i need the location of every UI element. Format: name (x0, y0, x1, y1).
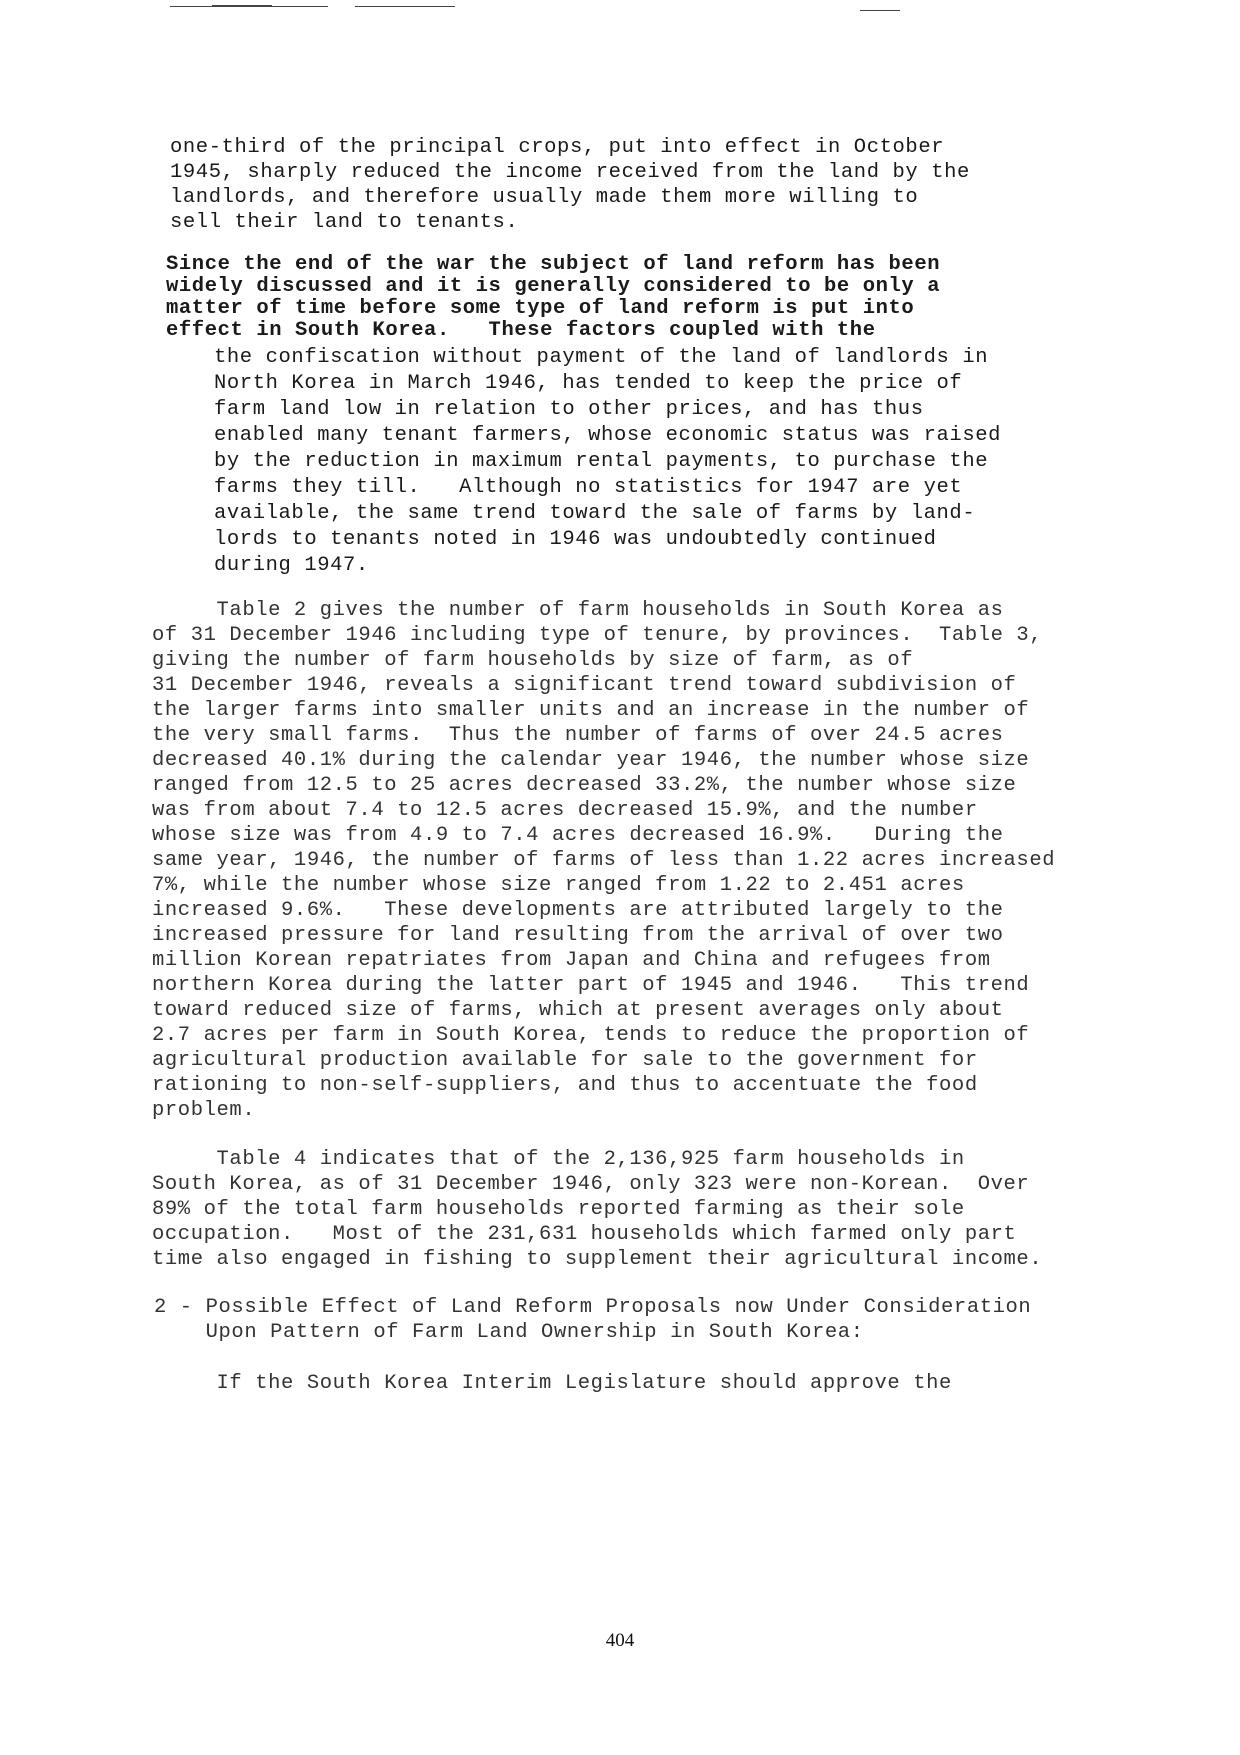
text-line: North Korea in March 1946, has tended to keep the price of (214, 372, 963, 395)
text-line: whose size was from 4.9 to 7.4 acres decreased 16.9%. During the (152, 824, 1004, 847)
text-line: million Korean repatriates from Japan and China and refugees from (152, 949, 991, 972)
text-line: lords to tenants noted in 1946 was undoubtedly continued (214, 528, 937, 551)
text-line: decreased 40.1% during the calendar year 1946, the number whose size (152, 749, 1030, 772)
top-scan-rule (355, 6, 455, 7)
text-line: increased 9.6%. These developments are attributed largely to the (152, 899, 1004, 922)
text-line: 7%, while the number whose size ranged from 1.22 to 2.451 acres (152, 874, 965, 897)
text-line: agricultural production available for sale to the government for (152, 1049, 978, 1072)
page-number: 404 (605, 1630, 635, 1651)
text-line: by the reduction in maximum rental payments, to purchase the (214, 450, 989, 473)
text-line: Table 4 indicates that of the 2,136,925 farm households in (152, 1148, 965, 1171)
text-line: the larger farms into smaller units and an increase in the number of (152, 699, 1030, 722)
text-line: 2.7 acres per farm in South Korea, tends to reduce the proportion of (152, 1024, 1030, 1047)
text-line: one-third of the principal crops, put into effect in October (170, 136, 945, 159)
text-line: same year, 1946, the number of farms of less than 1.22 acres increased (152, 849, 1056, 872)
text-line: rationing to non-self-suppliers, and thus to accentuate the food (152, 1074, 978, 1097)
text-line: ranged from 12.5 to 25 acres decreased 33.2%, the number whose size (152, 774, 1017, 797)
text-line: of 31 December 1946 including type of tenure, by provinces. Table 3, (152, 624, 1043, 647)
text-line: the very small farms. Thus the number of farms of over 24.5 acres (152, 724, 1004, 747)
text-line: increased pressure for land resulting from the arrival of over two (152, 924, 1004, 947)
text-line: sell their land to tenants. (170, 211, 519, 234)
text-line: during 1947. (214, 554, 369, 577)
text-line: was from about 7.4 to 12.5 acres decreased 15.9%, and the number (152, 799, 978, 822)
top-scan-rule (258, 6, 328, 7)
text-line: enabled many tenant farmers, whose economic status was raised (214, 424, 1002, 447)
text-line: 89% of the total farm households reported farming as their sole (152, 1198, 965, 1221)
heading-line: 2 - Possible Effect of Land Reform Proposals now Under Consideration (154, 1296, 1032, 1319)
text-line: Since the end of the war the subject of land reform has been (166, 253, 941, 276)
text-line: time also engaged in fishing to supplement their agricultural income. (152, 1248, 1043, 1271)
text-line: South Korea, as of 31 December 1946, only 323 were non-Korean. Over (152, 1173, 1030, 1196)
text-line: Table 2 gives the number of farm households in South Korea as (152, 599, 1004, 622)
text-line: giving the number of farm households by size of farm, as of (152, 649, 914, 672)
text-line: problem. (152, 1099, 256, 1122)
top-scan-rule (860, 10, 900, 11)
text-line: widely discussed and it is generally considered to be only a (166, 275, 941, 298)
text-line: the confiscation without payment of the land of landlords in (214, 346, 989, 369)
text-line: landlords, and therefore usually made them more willing to (170, 186, 919, 209)
heading-line: Upon Pattern of Farm Land Ownership in South Korea: (154, 1321, 864, 1344)
text-line: toward reduced size of farms, which at present averages only about (152, 999, 1004, 1022)
text-line: occupation. Most of the 231,631 households which farmed only part (152, 1223, 1017, 1246)
text-line: If the South Korea Interim Legislature should approve the (152, 1372, 952, 1395)
text-line: effect in South Korea. These factors coupled with the (166, 319, 876, 342)
text-line: farms they till. Although no statistics for 1947 are yet (214, 476, 963, 499)
text-line: 1945, sharply reduced the income received from the land by the (170, 161, 970, 184)
text-line: available, the same trend toward the sale of farms by land- (214, 502, 976, 525)
text-line: farm land low in relation to other prices, and has thus (214, 398, 924, 421)
text-line: matter of time before some type of land reform is put into (166, 297, 915, 320)
text-line: 31 December 1946, reveals a significant trend toward subdivision of (152, 674, 1017, 697)
text-line: northern Korea during the latter part of 1945 and 1946. This trend (152, 974, 1030, 997)
